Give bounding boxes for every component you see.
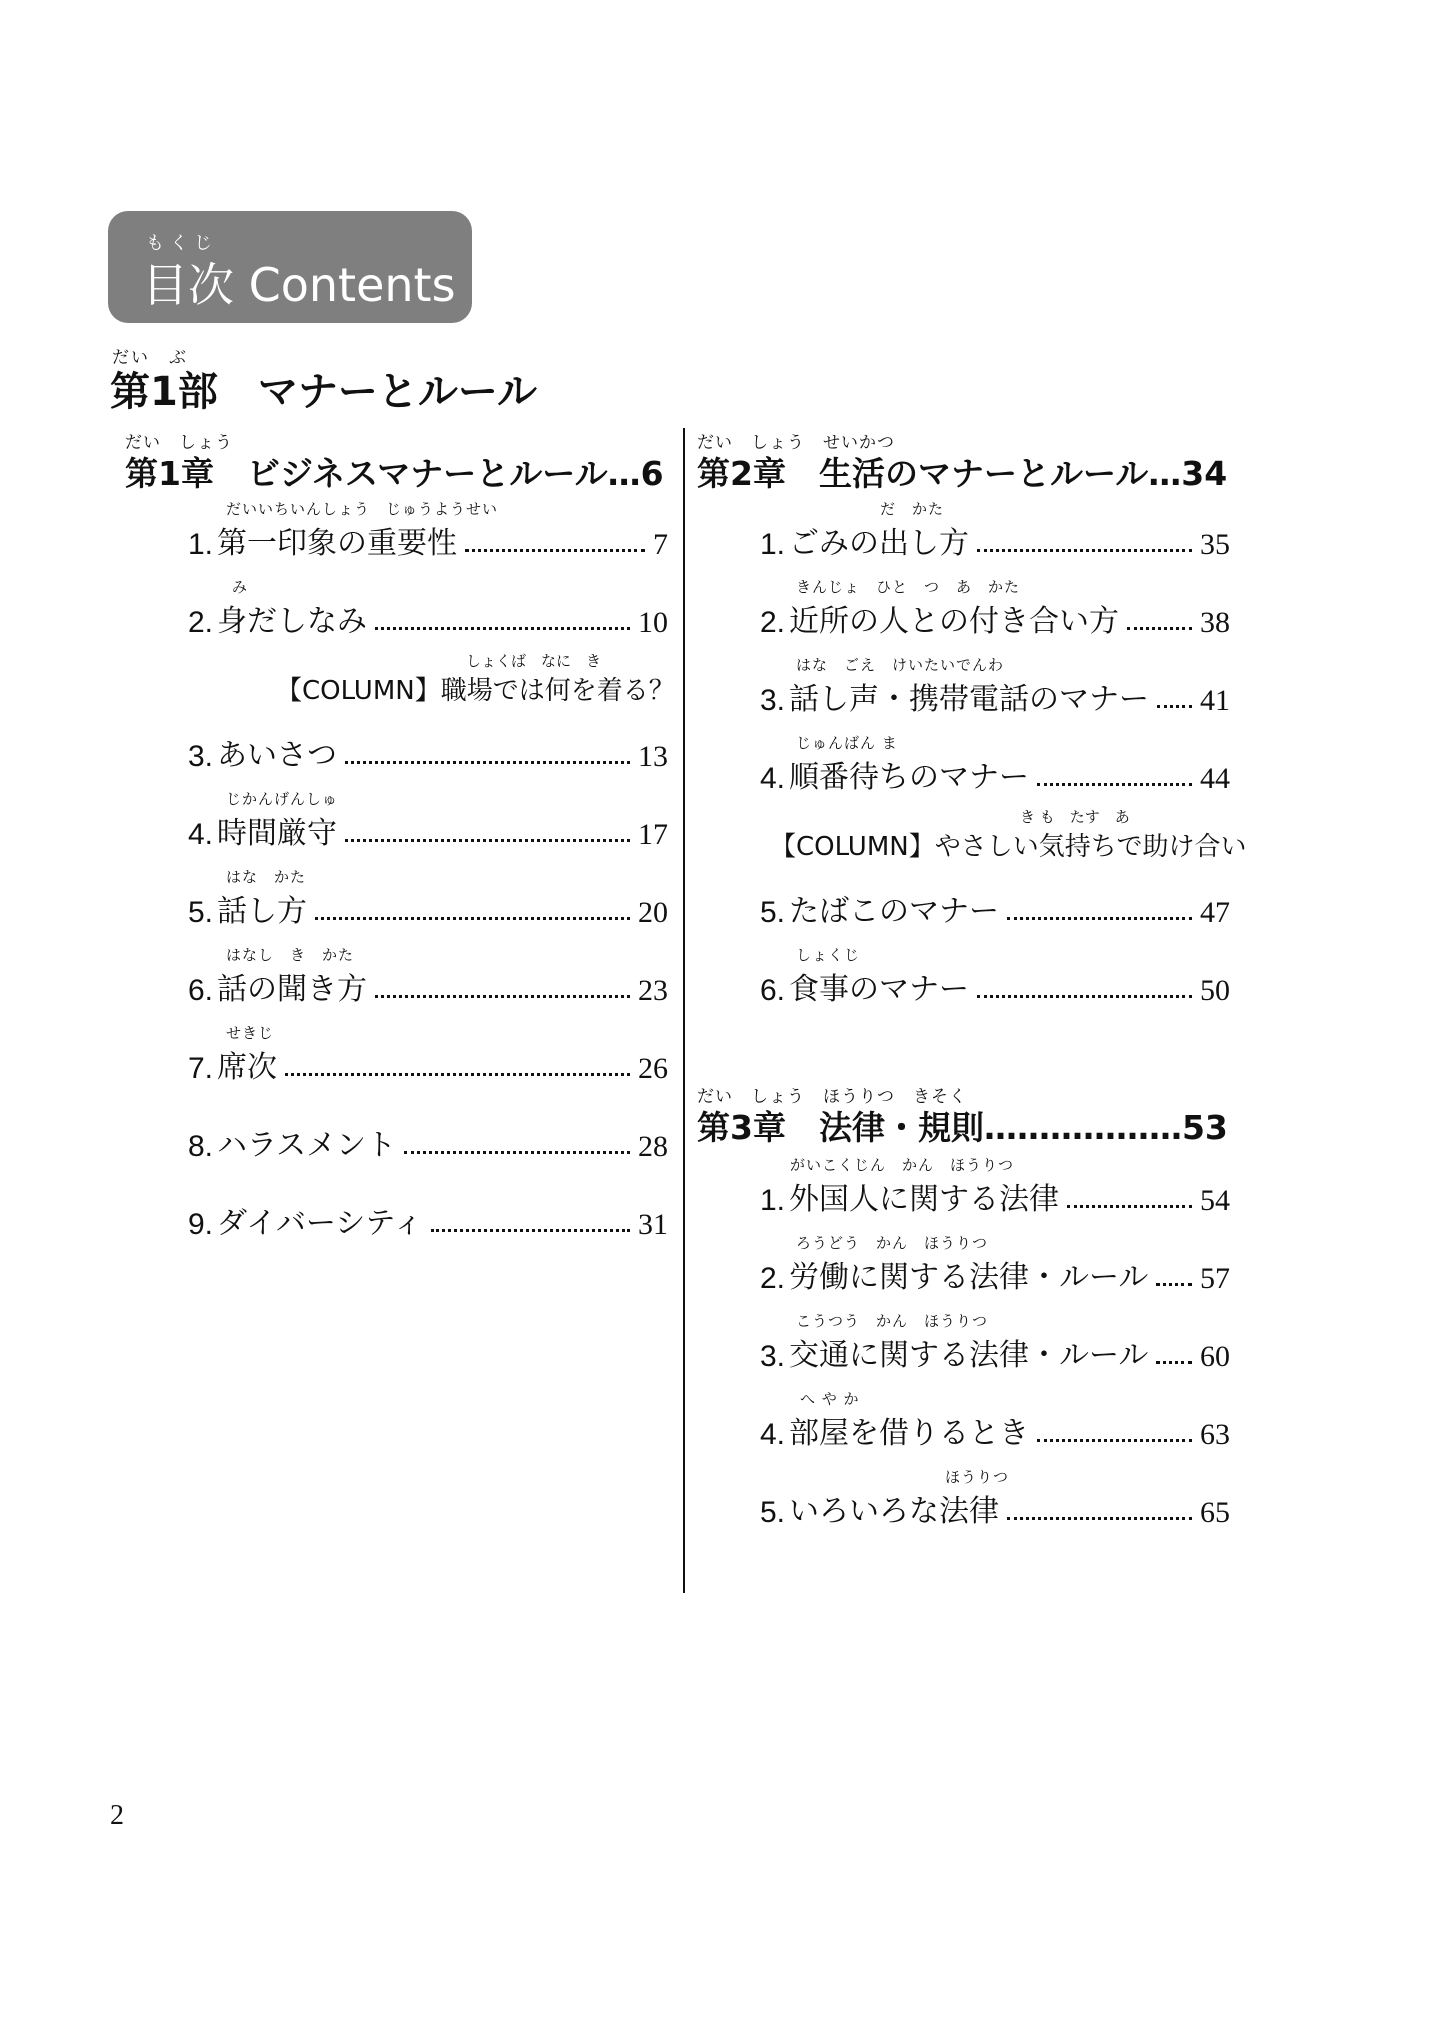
entry-page: 28 [638,1130,668,1163]
dot-leader [465,549,645,552]
entry-page: 50 [1200,974,1230,1007]
toc-entry[interactable] [760,1468,1230,1530]
toc-entry[interactable] [760,1156,1230,1218]
entry-ruby: へ や か [800,1390,860,1408]
entry-label: 席次 [217,1050,278,1085]
entry-ruby: せきじ [226,1024,275,1042]
entry-number: 4. [188,818,214,851]
entry-number: 3. [188,740,214,773]
entry-ruby: しょくじ [796,946,861,964]
chapter-ruby: だい しょう ほうりつ きそく [697,1087,967,1107]
entry-number: 1. [188,528,214,561]
toc-entry[interactable] [760,1234,1230,1296]
entry-number: 2. [188,606,214,639]
toc-entry[interactable] [760,946,1230,1008]
dot-leader [315,917,630,920]
entry-page: 35 [1200,528,1230,561]
entry-number: 1. [760,528,786,561]
entry-label: 部屋を借りるとき [789,1416,1030,1451]
entry-number: 3. [760,684,786,717]
entry-ruby: がいこくじん かん ほうりつ [790,1156,1015,1174]
entry-page: 47 [1200,896,1230,929]
entry-label: 近所の人との付き合い方 [789,604,1120,639]
dot-leader [1007,1517,1192,1520]
entry-page: 65 [1200,1496,1230,1529]
entry-number: 1. [760,1184,786,1217]
toc-entry[interactable] [760,734,1230,796]
entry-label: 外国人に関する法律 [789,1182,1060,1217]
dot-leader [285,1073,630,1076]
entry-number: 4. [760,1418,786,1451]
chapter-1-heading[interactable] [125,428,664,495]
dot-leader [345,761,630,764]
dot-leader [1067,1205,1192,1208]
entry-number: 9. [188,1208,214,1241]
entry-page: 23 [638,974,668,1007]
entry-label: 話の聞き方 [217,972,368,1007]
dot-leader [1037,783,1192,786]
title-ruby: もくじ [146,233,218,254]
entry-page: 17 [638,818,668,851]
toc-entry[interactable] [760,886,1230,930]
entry-number: 5. [760,1496,786,1529]
entry-number: 6. [188,974,214,1007]
dot-leader [977,995,1192,998]
entry-ruby: はな ごえ けいたいでんわ [796,656,1005,674]
page-title: 目次 Contents [142,258,456,312]
dot-leader [1127,627,1192,630]
entry-ruby: こうつう かん ほうりつ [796,1312,989,1330]
toc-entry[interactable] [188,946,668,1008]
entry-number: 3. [760,1340,786,1373]
contents-title-box [108,211,472,323]
entry-label: 話し声・携帯電話のマナー [789,682,1150,717]
entry-page: 54 [1200,1184,1230,1217]
column-label: 【COLUMN】やさしい気持ちで助け合い [770,832,1247,862]
toc-entry[interactable] [760,1312,1230,1374]
entry-page: 26 [638,1052,668,1085]
column-ruby: しょくば なに き [466,652,602,670]
entry-label: 交通に関する法律・ルール [789,1338,1149,1373]
entry-label: 第一印象の重要性 [217,526,458,561]
entry-ruby: だ かた [880,500,945,518]
entry-page: 60 [1200,1340,1230,1373]
entry-ruby: きんじょ ひと つ あ かた [796,578,1021,596]
dot-leader [431,1229,630,1232]
entry-ruby: だいいちいんしょう じゅうようせい [226,500,499,518]
entry-label: 身だしなみ [217,604,368,639]
entry-number: 7. [188,1052,214,1085]
chapter-title: 第3章 法律・規則………………53 [697,1108,1228,1147]
column-ruby: き も たす あ [1020,808,1130,826]
entry-ruby: じゅんばん ま [796,734,898,752]
column-note[interactable] [276,652,675,707]
entry-number: 2. [760,1262,786,1295]
entry-number: 8. [188,1130,214,1163]
entry-page: 38 [1200,606,1230,639]
entry-label: たばこのマナー [789,894,1000,929]
entry-page: 31 [638,1208,668,1241]
entry-label: ハラスメント [217,1128,397,1163]
entry-ruby: はな かた [226,868,307,886]
toc-entry[interactable] [760,1390,1230,1452]
dot-leader [375,995,630,998]
toc-entry[interactable] [188,790,668,852]
entry-page: 41 [1200,684,1230,717]
entry-number: 5. [188,896,214,929]
chapter-title: 第1章 ビジネスマナーとルール…6 [125,454,664,493]
entry-label: ダイバーシティ [217,1206,423,1241]
dot-leader [404,1151,630,1154]
toc-entry[interactable] [188,578,668,640]
toc-entry[interactable] [188,1120,668,1164]
dot-leader [375,627,630,630]
entry-page: 63 [1200,1418,1230,1451]
chapter-title: 第2章 生活のマナーとルール…34 [697,454,1228,493]
entry-number: 5. [760,896,786,929]
toc-entry[interactable] [188,1024,668,1086]
chapter-ruby: だい しょう せいかつ [697,433,895,453]
part-title: 第1部 マナーとルール [110,369,538,415]
entry-number: 6. [760,974,786,1007]
entry-label: 話し方 [217,894,308,929]
dot-leader [1007,917,1192,920]
toc-entry[interactable] [760,578,1230,640]
entry-label: 労働に関する法律・ルール [789,1260,1149,1295]
dot-leader [1156,1361,1192,1364]
entry-page: 44 [1200,762,1230,795]
chapter-3-heading[interactable] [697,1082,1228,1149]
entry-page: 7 [653,528,668,561]
entry-label: あいさつ [217,738,338,773]
entry-ruby: はなし き かた [226,946,355,964]
entry-label: いろいろな法律 [789,1494,1000,1529]
toc-entry[interactable] [188,500,668,562]
dot-leader [977,549,1192,552]
dot-leader [345,839,630,842]
toc-entry[interactable] [188,868,668,930]
entry-ruby: ろうどう かん ほうりつ [796,1234,989,1252]
entry-page: 10 [638,606,668,639]
entry-number: 4. [760,762,786,795]
entry-label: ごみの出し方 [789,526,970,561]
chapter-2-heading[interactable] [697,428,1227,495]
entry-ruby: み [232,578,249,596]
entry-ruby: ほうりつ [945,1468,1010,1486]
chapter-ruby: だい しょう [125,433,233,453]
dot-leader [1157,705,1192,708]
entry-number: 2. [760,606,786,639]
entry-page: 13 [638,740,668,773]
toc-entry[interactable] [760,500,1230,562]
toc-entry[interactable] [760,656,1230,718]
part-ruby: だい ぶ [112,348,188,368]
entry-label: 順番待ちのマナー [789,760,1030,795]
toc-entry[interactable] [188,730,668,774]
column-note[interactable] [770,808,1247,863]
toc-entry[interactable] [188,1198,668,1242]
dot-leader [1037,1439,1192,1442]
entry-label: 食事のマナー [789,972,970,1007]
entry-ruby: じかんげんしゅ [226,790,339,808]
entry-page: 57 [1200,1262,1230,1295]
page-number: 2 [110,1800,124,1831]
column-label: 【COLUMN】職場では何を着る？ [276,676,675,706]
column-divider [683,428,685,1593]
entry-page: 20 [638,896,668,929]
entry-label: 時間厳守 [217,816,338,851]
dot-leader [1156,1283,1192,1286]
